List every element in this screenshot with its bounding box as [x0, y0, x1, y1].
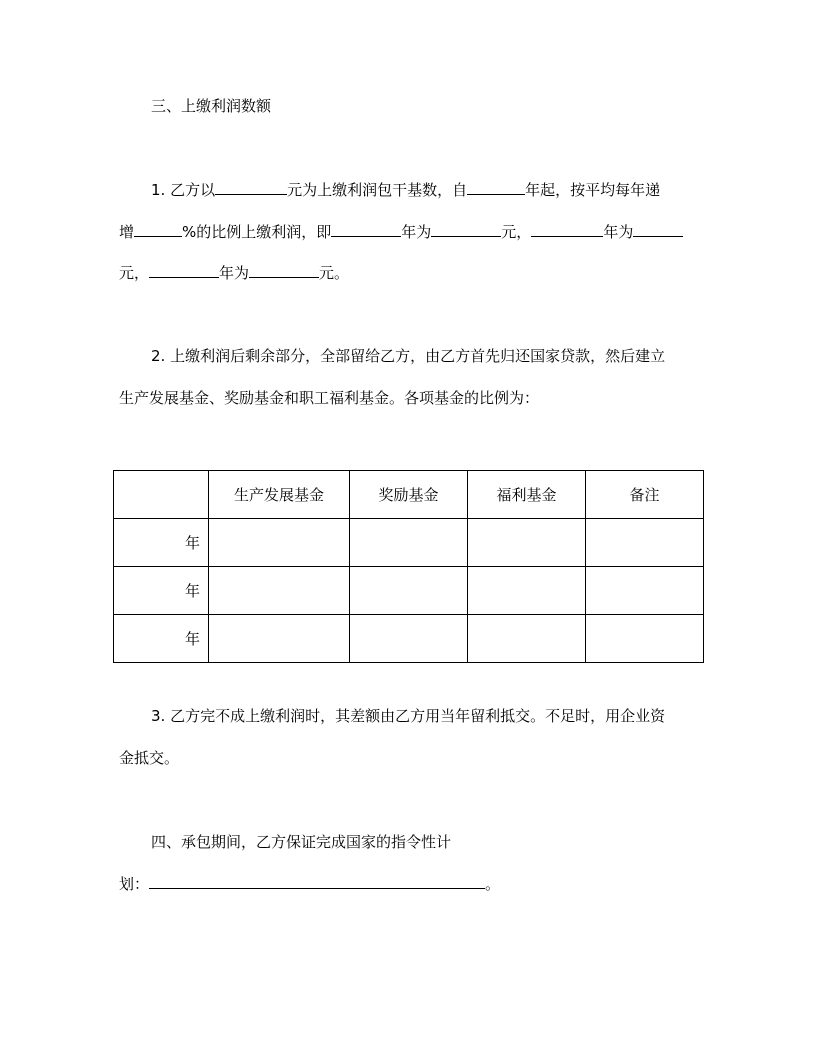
- item-1-text: 1. 乙方以: [151, 181, 216, 199]
- year-cell: 年: [114, 615, 209, 663]
- table-header-cell: 生产发展基金: [209, 471, 350, 519]
- table-cell[interactable]: [350, 519, 468, 567]
- section-4-suffix: 。: [485, 875, 501, 893]
- item-1-text: %的比例上缴利润，即: [182, 223, 332, 241]
- table-cell[interactable]: [350, 615, 468, 663]
- table-header-cell: 福利基金: [468, 471, 586, 519]
- item-1-text: 元为上缴利润包干基数，自: [287, 181, 468, 199]
- item-3-line-2: 金抵交。: [119, 749, 180, 767]
- year-cell: 年: [114, 567, 209, 615]
- fund-ratio-table: [113, 470, 704, 663]
- table-cell[interactable]: [350, 567, 468, 615]
- amount-blank[interactable]: [431, 222, 501, 237]
- table-cell[interactable]: [468, 519, 586, 567]
- start-year-blank[interactable]: [467, 180, 525, 195]
- year-blank[interactable]: [149, 263, 219, 278]
- year-cell: 年: [114, 519, 209, 567]
- base-amount-blank[interactable]: [215, 180, 287, 195]
- item-1-line-3: [119, 263, 349, 283]
- table-header-cell: 备注: [586, 471, 704, 519]
- item-1-text: 元。: [319, 264, 350, 282]
- item-2-line-1: 2. 上缴利润后剩余部分，全部留给乙方，由乙方首先归还国家贷款，然后建立: [151, 347, 666, 365]
- plan-blank[interactable]: [149, 874, 485, 889]
- table-cell[interactable]: [586, 615, 704, 663]
- item-1-text: 元，: [501, 223, 532, 241]
- section-4-prefix: 划：: [119, 875, 150, 893]
- table-row: [114, 519, 704, 567]
- table-cell[interactable]: [586, 519, 704, 567]
- item-3-line-1: 3. 乙方完不成上缴利润时，其差额由乙方用当年留利抵交。不足时，用企业资: [151, 707, 666, 725]
- item-1-line-2: [119, 222, 683, 242]
- item-1-text: 元，: [119, 264, 150, 282]
- table-row: [114, 615, 704, 663]
- table-cell[interactable]: [209, 615, 350, 663]
- item-1-text: 年为: [401, 223, 432, 241]
- section-4-line-2: [119, 874, 500, 894]
- item-1-line-1: [151, 180, 660, 200]
- table-cell[interactable]: [209, 519, 350, 567]
- item-1-text: 年起，按平均每年递: [525, 181, 661, 199]
- table-header-cell: 奖励基金: [350, 471, 468, 519]
- item-1-text: 增: [119, 223, 135, 241]
- year-blank[interactable]: [331, 222, 401, 237]
- table-cell[interactable]: [468, 615, 586, 663]
- section-4-line-1: 四、承包期间，乙方保证完成国家的指令性计: [151, 833, 452, 851]
- item-1-text: 年为: [603, 223, 634, 241]
- item-1-text: 年为: [219, 264, 250, 282]
- amount-blank[interactable]: [633, 222, 683, 237]
- table-cell[interactable]: [209, 567, 350, 615]
- item-2-line-2: 生产发展基金、奖励基金和职工福利基金。各项基金的比例为：: [119, 389, 540, 407]
- rate-percent-blank[interactable]: [134, 222, 182, 237]
- table-header-row: [114, 471, 704, 519]
- table-cell[interactable]: [586, 567, 704, 615]
- section-3-heading: 三、上缴利润数额: [151, 97, 272, 115]
- table-header-cell: [114, 471, 209, 519]
- year-blank[interactable]: [531, 222, 603, 237]
- table-row: [114, 567, 704, 615]
- table-cell[interactable]: [468, 567, 586, 615]
- amount-blank[interactable]: [249, 263, 319, 278]
